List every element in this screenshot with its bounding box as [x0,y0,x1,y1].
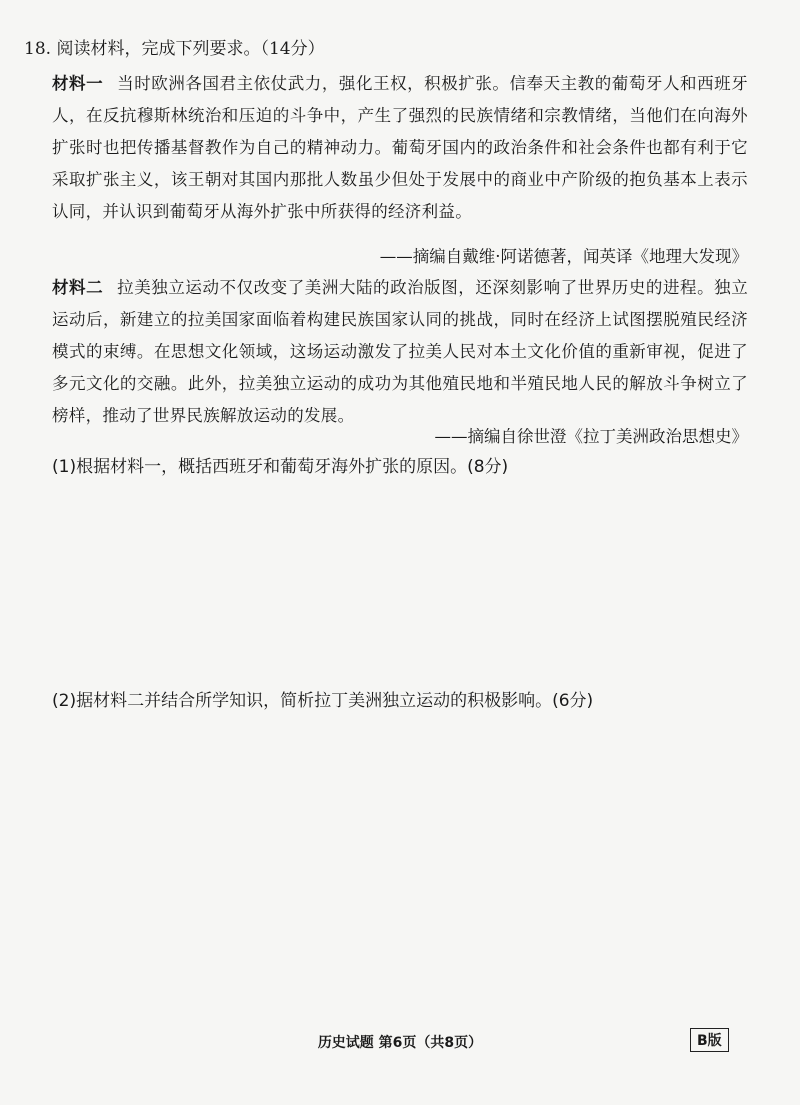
material-one-label: 材料一 [52,74,104,93]
sub-question-1: (1)根据材料一，概括西班牙和葡萄牙海外扩张的原因。(8分) [52,457,509,477]
material-one-text: 当时欧洲各国君主依仗武力，强化王权，积极扩张。信奉天主教的葡萄牙人和西班牙人，在反抗穆斯林统治和压迫的斗争中，产生了强烈的民族情绪和宗教情绪，当他们在向海外扩张时也把传播基督教作为自己的精神动力。葡萄牙国内的政治条件和社会条件也都有利于它采取扩张主义，该王朝对其国内那批人数虽少但处于发展中的商业中产阶级的抱负基本上表示认同，并认识到葡萄牙从海外扩张中所获得的经济利益。 [52,74,748,221]
material-one-source: ——摘编自戴维·阿诺德著，闻英译《地理大发现》 [379,247,748,266]
material-one [52,68,748,228]
material-two [52,272,748,432]
material-two-label: 材料二 [52,278,104,297]
version-badge: B版 [690,1028,729,1052]
page-footer: 历史试题 第6页（共8页） [317,1035,483,1051]
question-title: 18. 阅读材料，完成下列要求。（14分） [24,39,325,59]
material-two-text: 拉美独立运动不仅改变了美洲大陆的政治版图，还深刻影响了世界历史的进程。独立运动后，新建立的拉美国家面临着构建民族国家认同的挑战，同时在经济上试图摆脱殖民经济模式的束缚。在思想文化领域，这场运动激发了拉美人民对本土文化价值的重新审视，促进了多元文化的交融。此外，拉美独立运动的成功为其他殖民地和半殖民地人民的解放斗争树立了榜样，推动了世界民族解放运动的发展。 [52,278,748,425]
material-two-source: ——摘编自徐世澄《拉丁美洲政治思想史》 [434,427,748,446]
sub-question-2: (2)据材料二并结合所学知识，简析拉丁美洲独立运动的积极影响。(6分) [52,691,594,711]
